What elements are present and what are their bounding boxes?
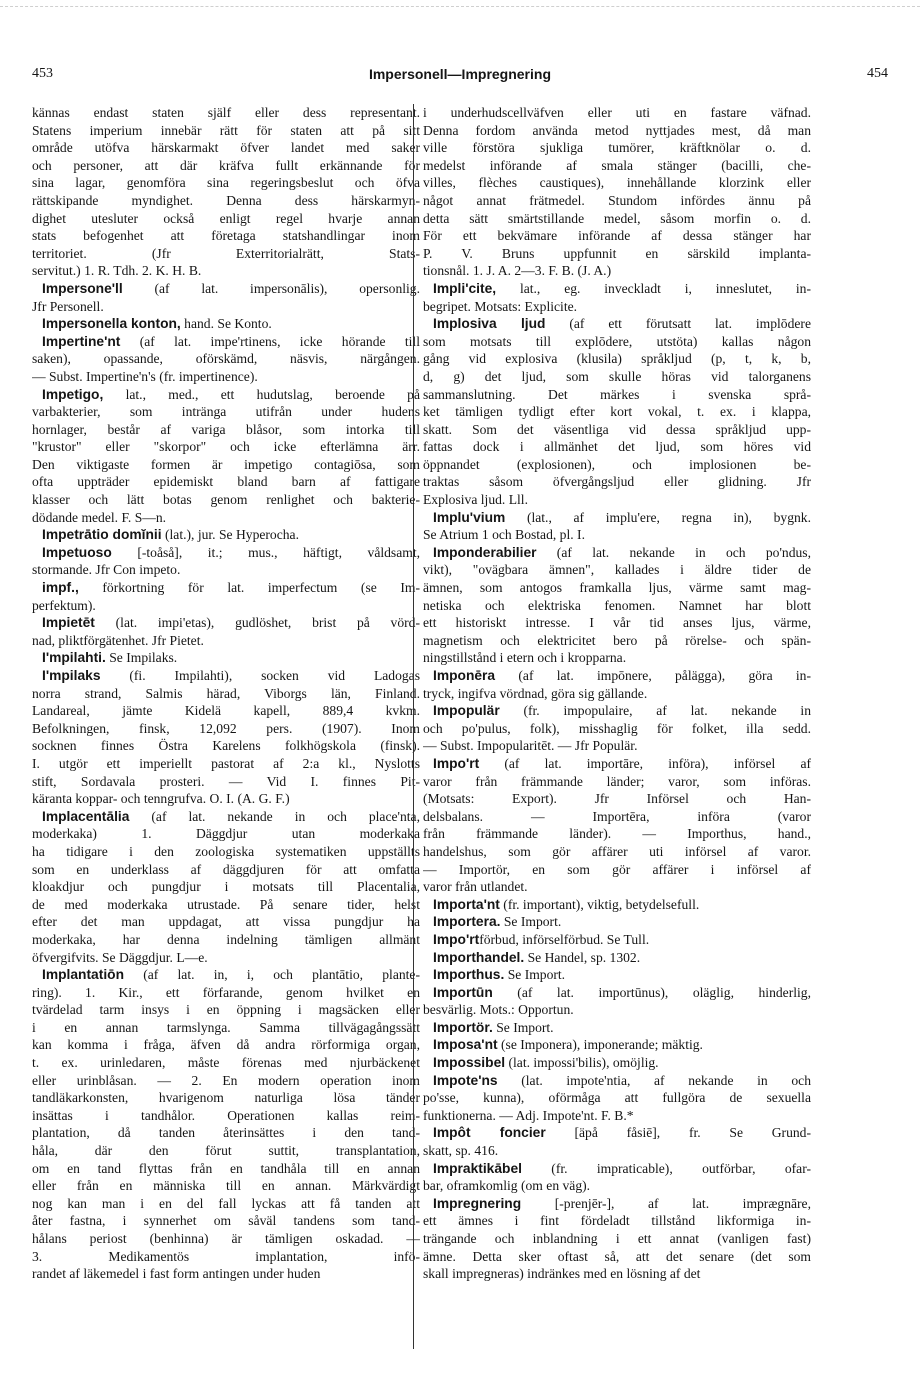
text-line: som motsats till explōdere, utstöta) kallas någon xyxy=(423,333,811,349)
left-column xyxy=(32,104,420,1283)
text-line: Impote'ns (lat. impote'ntia, af nekande in och xyxy=(433,1072,811,1088)
text-line: Befolkningen, finsk, 12,092 pers. (1907). Inom xyxy=(32,720,420,736)
text-line: Impregnering [-prenjēr-], af lat. imprægnāre, xyxy=(433,1195,811,1211)
text-line: I'mpilaks (fi. Impilahti), socken vid Ladogas xyxy=(42,668,420,683)
entry-headword: Implacentālia xyxy=(42,808,130,824)
text-line: nad, pliktförgätenhet. Jfr Pietet. xyxy=(32,632,204,648)
text-line: från främmande länder). — Importhus, hand., xyxy=(423,826,811,842)
text-line: Implantatiōn (af lat. in, i, och plantātio, plante- xyxy=(42,967,420,983)
text-line: tionsnål. 1. J. A. 2—3. F. B. (J. A.) xyxy=(423,263,612,279)
text-line: skatt. Som det väsentliga vid dessa språkljud upp- xyxy=(423,421,811,437)
text-line: skall impregneras) indränkes med en lösning af det xyxy=(423,1266,701,1282)
text-line: (Motsats: Export). Jfr Införsel och Han- xyxy=(423,791,811,807)
entry-headword: Importera. xyxy=(433,914,501,930)
text-line: funktionerna. — Adj. Impote'nt. F. B.* xyxy=(423,1107,634,1123)
text-line: Landareal, jämte Kidelä kapell, 889,4 kvkm. xyxy=(32,703,420,719)
text-line: 3. Medikamentös implantation, infö- xyxy=(32,1248,420,1264)
text-line: Jfr Personell. xyxy=(32,298,104,314)
text-line: t. ex. urinledaren, måste förenas med njurbäckenet xyxy=(32,1055,420,1071)
text-line: kan komma i fråga, äfven då andra rörformiga organ, xyxy=(32,1037,420,1053)
text-line: "krustor" eller "skorpor" och icke efterlämna ärr. xyxy=(32,439,420,455)
text-line: delsbalans. — Importēra, införa (varor xyxy=(423,808,811,824)
text-line: skatt, sp. 416. xyxy=(423,1143,499,1159)
text-line: Impertine'nt (af lat. impe'rtinens, icke hörande till xyxy=(42,333,420,349)
text-line: varbakterier, som intränga utifrån under hudens xyxy=(32,404,420,420)
text-line: Importūn (af lat. importūnus), oläglig, hinderlig, xyxy=(433,984,811,1000)
text-line: socknen finnes Östra Karelens folkhögskola (finsk). xyxy=(32,738,420,754)
text-line: — Importör, en som gör affärer i införsel af xyxy=(423,861,811,877)
text-line: Importhandel. Se Handel, sp. 1302. xyxy=(433,949,641,965)
text-line: varor från utlandet. xyxy=(423,879,528,895)
text-line: vikt), "ovägbara ämnen", kallades i äldre tider de xyxy=(423,562,811,578)
text-line: ville förstöra sjukliga tumörer, kräftknölar o. d. xyxy=(423,140,811,156)
text-line: Impossibel (lat. impossi'bilis), omöjlig. xyxy=(433,1055,659,1071)
entry-headword: Impo'rt xyxy=(433,931,480,947)
entry-headword: Impopulär xyxy=(433,703,500,719)
entry-headword: Imposa'nt xyxy=(433,1037,498,1053)
text-line: — Subst. Impertine'n's (fr. impertinence). xyxy=(32,368,258,384)
text-line: Impetuoso [-toåså], it.; mus., häftigt, våldsamt, xyxy=(42,544,420,560)
text-line: och po'pulus, folk), misshaglig för folket, illa sedd. xyxy=(423,720,811,736)
text-line: impf., förkortning för lat. imperfectum (se Im- xyxy=(42,580,420,596)
entry-headword: Importhandel. xyxy=(433,949,525,965)
text-line: i en annan tarmslynga. Samma tillvägagångssätt xyxy=(32,1019,420,1035)
text-line: efter det man uppdagat, att vissa pungdjur ha xyxy=(32,914,420,930)
entry-headword: Impetuoso xyxy=(42,544,112,560)
text-line: norra strand, Salmis härad, Viborgs län, Finland. xyxy=(32,685,420,701)
entry-headword: Implosiva ljud xyxy=(433,316,546,332)
text-line: dighet utesluter också enligt regel hvarje annan xyxy=(32,210,420,226)
text-line: Implu'vium (lat., af implu'ere, regna in), bygnk. xyxy=(433,509,811,525)
text-line: sammanslutning. Det märkes i svenska språ- xyxy=(423,386,811,402)
text-line: Imponderabilier (af lat. nekande in och po'ndus, xyxy=(433,544,811,560)
text-line: Impersone'll (af lat. impersonālis), opersonlig. xyxy=(42,280,420,296)
text-line: randet af läkemedel i fast form antingen under huden xyxy=(32,1266,321,1282)
entry-headword: Impetrātio domĭnii xyxy=(42,527,162,543)
text-line: och personer, att där kräfva fullt erkännande för xyxy=(32,157,420,173)
text-line: Importera. Se Import. xyxy=(433,914,562,930)
text-line: detta sätt smärtstillande medel, såsom morfin o. d. xyxy=(423,210,811,226)
right-column xyxy=(423,104,811,1283)
text-line: Implosiva ljud (af ett förutsatt lat. implōdere xyxy=(433,316,811,332)
entry-headword: Imponderabilier xyxy=(433,544,537,560)
text-line: tandläkarkonsten, hvarigenom naturliga lösa tänder xyxy=(32,1090,420,1106)
page-number-left: 453 xyxy=(32,66,53,81)
text-line: klasser och lätt botas genom renlighet och bakterie- xyxy=(32,492,420,508)
text-line: ett historiskt intresse. I vår tid anses ljus, värme, xyxy=(423,615,811,631)
text-line: ket tämligen tydligt efter kort vokal, t. ex. i klappa, xyxy=(423,404,811,420)
text-line: Statens imperium innebär rätt för staten att på sitt xyxy=(32,122,420,138)
text-line: besvärlig. Mots.: Opportun. xyxy=(423,1002,574,1018)
entry-headword: Impraktikābel xyxy=(433,1160,522,1176)
text-line: ningstillstånd i etern och i kropparna. xyxy=(423,650,627,666)
text-line: tvärdelad tarm insys i en öppning i magsäcken eller xyxy=(32,1002,420,1018)
entry-headword: Implantatiōn xyxy=(42,967,125,983)
text-line: eller från en människa till en annan. Märkvärdigt xyxy=(32,1178,420,1194)
text-line: som en underklass af däggdjuren för att omfatta xyxy=(32,861,420,877)
text-line: nog kan man i en del fall lyckas att få tanden att xyxy=(32,1195,420,1211)
text-line: åter fastna, i synnerhet om såväl tandens som tand- xyxy=(32,1213,420,1229)
text-line: medelst införande af smala stänger (bacilli, che- xyxy=(423,157,811,173)
text-line: ha tidigare i den zoologiska systematiken uppställts xyxy=(32,843,420,859)
entry-headword: Importa'nt xyxy=(433,896,500,912)
entry-headword: Importūn xyxy=(433,984,493,1000)
text-line: ofta uppträder epidemiskt bland barn af fattigare xyxy=(32,474,420,490)
text-line: i underhudscellväfven eller uti en fastare väfnad. xyxy=(423,105,811,120)
text-line: något annat frätmedel. Stundom infördes ännu på xyxy=(423,192,811,208)
text-line: de med moderkaka utrustade. På senare tider, helst xyxy=(32,896,420,912)
text-line: Impetigo, lat., med., ett hudutslag, beroende på xyxy=(42,386,420,402)
text-line: Impetrātio domĭnii (lat.), jur. Se Hyperocha. xyxy=(42,527,299,543)
text-line: Impopulär (fr. impopulaire, af lat. nekande in xyxy=(433,703,811,719)
text-line: stats befogenhet att företaga statshandlingar inom xyxy=(32,228,420,244)
text-line: handelshus, som gör affärer uti införsel af varor. xyxy=(423,843,811,859)
text-line: håla, där den förut suttit, transplantation, xyxy=(32,1143,420,1159)
text-line: territoriet. (Jfr Exterritorialrätt, Stats- xyxy=(32,245,420,261)
entry-headword: Impote'ns xyxy=(433,1072,498,1088)
text-line: ämnen, som antogos framkalla ljus, värme samt mag- xyxy=(423,580,811,596)
text-line: öfvergifvits. Se Däggdjur. L—e. xyxy=(32,949,208,965)
text-line: I. utgör ett imperiellt pastorat af 2:a kl., Nyslotts xyxy=(32,755,420,771)
text-line: ett ämnes i fint fördeladt tillstånd likformiga in- xyxy=(423,1213,811,1229)
page-number-right: 454 xyxy=(867,66,888,81)
text-line: Impersonella konton, hand. Se Konto. xyxy=(42,316,272,332)
text-line: hornlager, består af variga blåsor, som intorka till xyxy=(32,421,420,437)
text-line: trängande och inblandning i ett annat (vanligen fast) xyxy=(423,1231,811,1246)
text-line: insättas i tandhålor. Operationen kallas reim- xyxy=(32,1107,420,1123)
text-line: moderkaka) 1. Däggdjur utan moderkaka xyxy=(32,826,420,842)
entry-headword: Importhus. xyxy=(433,967,505,983)
text-line: magnetism och elektricitet bero på rörelse- och spän- xyxy=(423,632,811,648)
text-line: om en tand flyttas från en tandhåla till en annan xyxy=(32,1160,420,1176)
text-line: För ett bekvämare införande af dessa stänger har xyxy=(423,228,811,244)
text-line: Implacentālia (af lat. nekande in och place'nta, xyxy=(42,808,420,824)
text-line: netiska och elektriska fenomen. Namnet har blott xyxy=(423,597,811,613)
text-line: käranta koppar- och tenngrufva. O. I. (A. G. F.) xyxy=(32,791,290,807)
text-line: dödande medel. F. S—n. xyxy=(32,509,167,525)
text-line: saken), opassande, oförskämd, näsvis, närgången. xyxy=(32,351,420,367)
text-line: Importhus. Se Import. xyxy=(433,967,566,983)
text-line: stift, Sordavala prosteri. — Vid I. finnes Pit- xyxy=(32,773,420,789)
entry-headword: Impertine'nt xyxy=(42,333,121,349)
entry-headword: Implu'vium xyxy=(433,509,506,525)
text-line: Se Atrium 1 och Bostad, pl. I. xyxy=(423,527,585,543)
page-header xyxy=(32,66,888,88)
text-line: Impo'rtförbud, införselförbud. Se Tull. xyxy=(433,931,650,947)
text-line: eller urinblåsan. — 2. En modern operation inom xyxy=(32,1072,420,1088)
text-line: begripet. Motsats: Explicite. xyxy=(423,298,578,314)
text-line: område utöfva härskarmakt öfver landet med saker xyxy=(32,140,420,156)
entry-headword: Impersone'll xyxy=(42,280,123,296)
entry-headword: Imponēra xyxy=(433,668,496,683)
text-line: hålans periost (benhinna) är tämligen oskadad. — xyxy=(32,1231,420,1246)
text-line: öppnandet (explosionen), och implosionen be- xyxy=(423,456,811,472)
entry-headword: Impietēt xyxy=(42,615,95,631)
text-line: Impôt foncier [äpå fåsiē], fr. Se Grund- xyxy=(433,1125,811,1141)
entry-headword: I'mpilaks xyxy=(42,668,101,683)
entry-headword: Impregnering xyxy=(433,1195,522,1211)
text-line: gång vid explosiva (klusila) språkljud (p, t, k, b, xyxy=(423,351,811,367)
entry-headword: Impossibel xyxy=(433,1055,506,1071)
entry-headword: Impli'cite, xyxy=(433,280,497,296)
text-line: servitut.) 1. R. Tdh. 2. K. H. B. xyxy=(32,263,202,279)
text-line: ring). 1. Kir., ett förfarande, genom hvilket en xyxy=(32,984,420,1000)
text-line: Imposa'nt (se Imponera), imponerande; mäktig. xyxy=(433,1037,703,1053)
text-line: kloakdjur och pungdjur i motsats till Placentalia, xyxy=(32,879,420,895)
text-line: stormande. Jfr Con impeto. xyxy=(32,562,181,578)
entry-headword: Impôt foncier xyxy=(433,1125,546,1141)
text-line: Explosiva ljud. Lll. xyxy=(423,492,528,508)
text-line: moderkaka, har denna indelning tämligen allmänt xyxy=(32,931,420,947)
text-line: Denna fordom använda metod nyttjades mest, då man xyxy=(423,122,811,138)
text-line: villes, flèches caustiques), innehållande klorzink eller xyxy=(423,175,811,191)
entry-headword: I'mpilahti. xyxy=(42,650,106,666)
text-line: perfektum). xyxy=(32,597,96,613)
text-line: — Subst. Impopularitēt. — Jfr Populär. xyxy=(423,738,638,754)
text-line: traktas såsom öfvergångsljud eller glidning. Jfr xyxy=(423,474,811,490)
text-line: Importör. Se Import. xyxy=(433,1019,554,1035)
text-line: Imponēra (af lat. impōnere, pålägga), göra in- xyxy=(433,668,811,683)
text-line: Importa'nt (fr. important), viktig, betydelsefull. xyxy=(433,896,700,912)
text-line: Impraktikābel (fr. impraticable), outförbar, ofar- xyxy=(433,1160,811,1176)
text-line: Impietēt (lat. impi'etas), gudlöshet, brist på vörd- xyxy=(42,615,420,631)
entry-headword: Impersonella konton, xyxy=(42,316,181,332)
column-divider xyxy=(413,104,414,1349)
text-line: P. V. Bruns uppfunnit en särskild implanta- xyxy=(423,245,811,261)
text-line: d, g) det ljud, som skulle höras vid talorganens xyxy=(423,368,811,384)
text-line: kännas endast staten själf eller dess representant. xyxy=(32,105,420,120)
text-line: rättskipande myndighet. Denna dess härskarmyn- xyxy=(32,192,420,208)
entry-headword: Impo'rt xyxy=(433,755,480,771)
entry-headword: Impetigo, xyxy=(42,386,104,402)
text-line: Den viktigaste formen är impetigo contagiōsa, som xyxy=(32,456,420,472)
text-line: varor från främmande länder; varor, som införas. xyxy=(423,773,811,789)
text-line: plantation, då tanden återinsättes i den tand- xyxy=(32,1125,420,1141)
text-line: I'mpilahti. Se Impilaks. xyxy=(42,650,178,666)
entry-headword: impf., xyxy=(42,580,79,596)
text-line: tryck, ingifva vördnad, göra sig gällande. xyxy=(423,685,648,701)
text-line: ämne. Detta sker oftast så, att det senare (det som xyxy=(423,1248,811,1264)
scan-edge-line xyxy=(0,6,920,7)
entry-headword: Importör. xyxy=(433,1019,493,1035)
text-line: fattas dock i allmänhet det ljud, som höres vid xyxy=(423,439,811,455)
text-line: bar, oframkomlig (om en väg). xyxy=(423,1178,591,1194)
text-line: Impli'cite, lat., eg. inveckladt i, inneslutet, in- xyxy=(433,280,811,296)
running-head: Impersonell—Impregnering xyxy=(368,66,552,82)
text-line: po'sse, kunna), oförmåga att fullgöra de sexuella xyxy=(423,1090,811,1106)
text-line: Impo'rt (af lat. importāre, införa), införsel af xyxy=(433,755,811,771)
text-line: sina lagar, genomföra sina regeringsbeslut och öfva xyxy=(32,175,420,191)
